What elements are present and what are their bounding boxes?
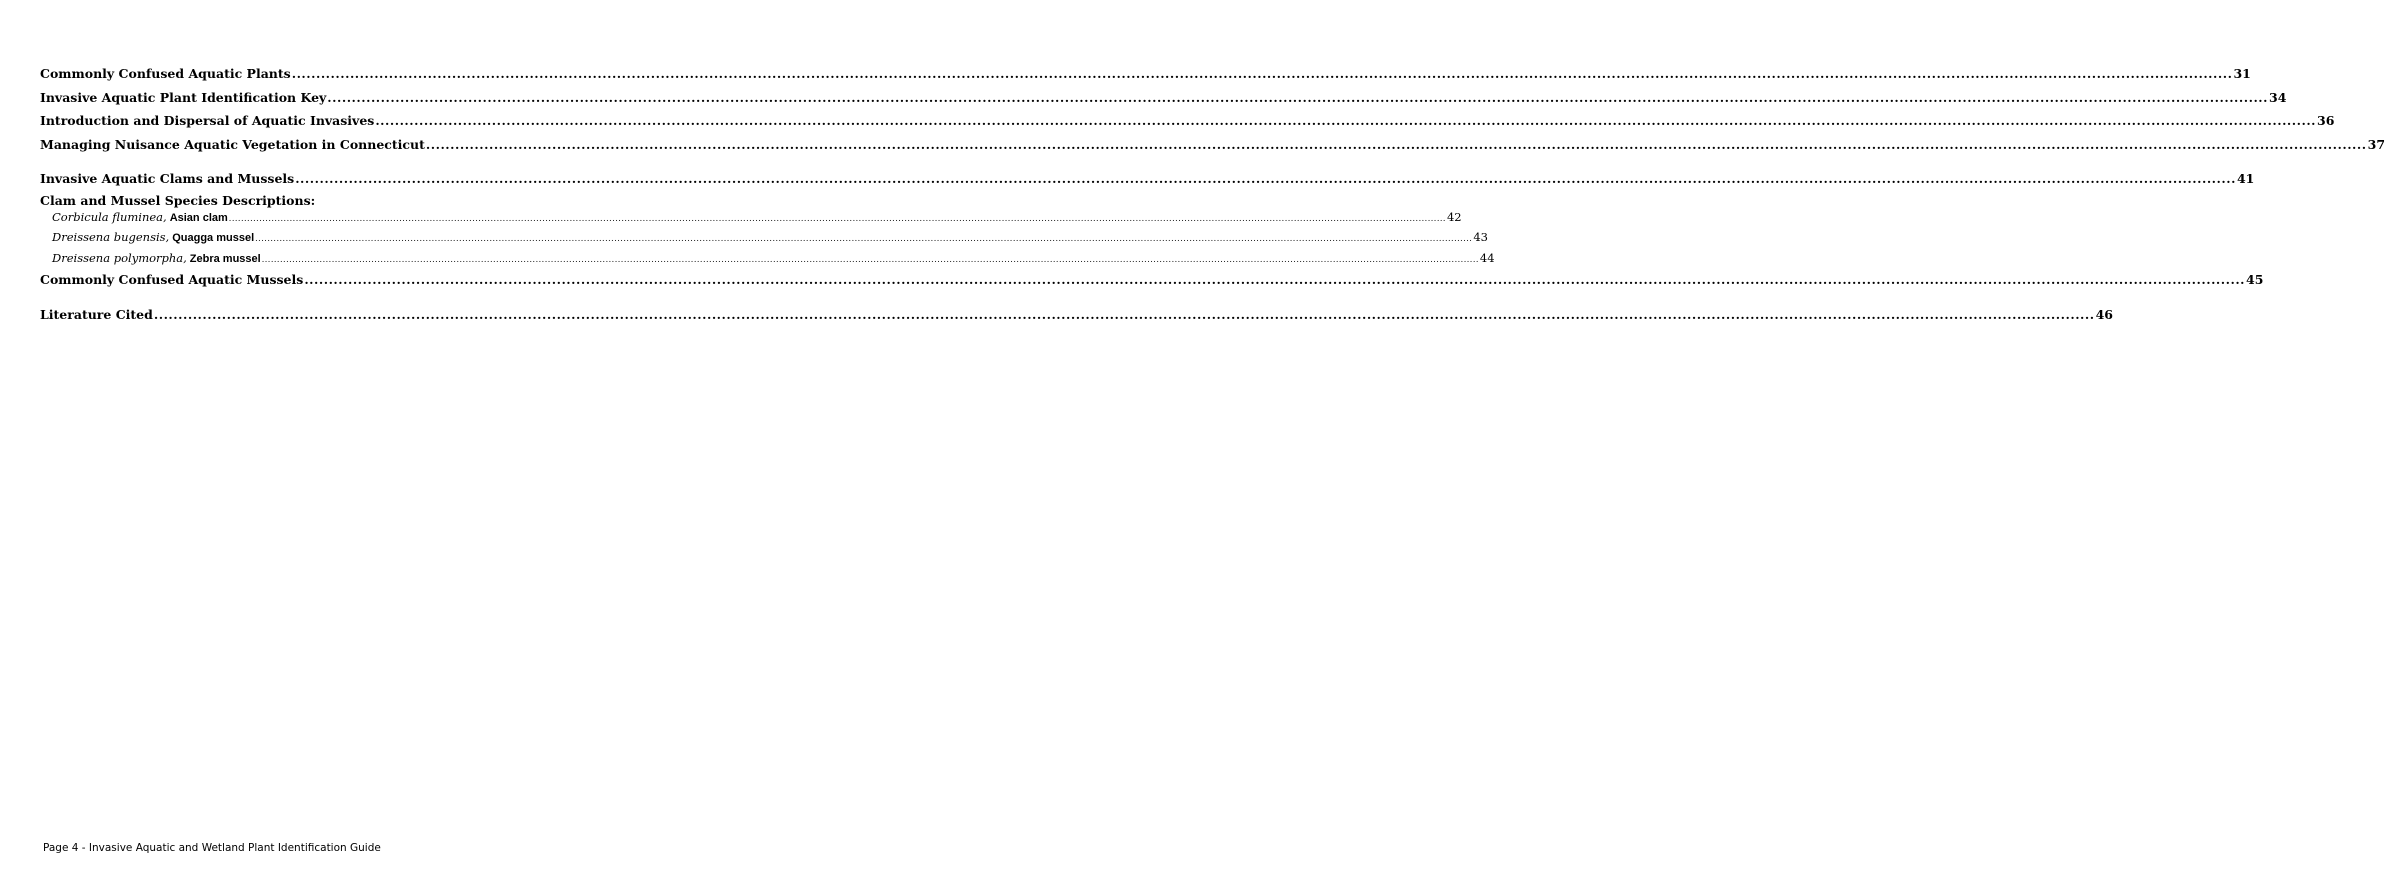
toc-entry-page: 37	[2367, 136, 2385, 152]
page-footer: Page 4 - Invasive Aquatic and Wetland Plant Identification Guide	[43, 842, 381, 854]
species-descriptions-heading: Clam and Mussel Species Descriptions:	[40, 192, 316, 208]
common-name: Asian clam	[169, 211, 228, 224]
dot-leader: ................................................................................................................................................................................................................................................................................................................................................................................................................	[153, 306, 2095, 322]
toc-entry-literature-cited[interactable]	[40, 305, 2114, 329]
toc-entry-page: 31	[2233, 66, 2251, 81]
toc-entry-title: Invasive Aquatic Plant Identification Key	[40, 89, 327, 105]
scientific-name: Corbicula fluminea,	[52, 209, 167, 224]
table-of-contents	[40, 64, 2385, 328]
dot-leader: ................................................................................................................................................................................................................................................................................................................................................................................................................	[255, 234, 1473, 243]
toc-entry-asian-clam[interactable]	[40, 209, 1462, 230]
toc-entry-page: 42	[1446, 209, 1462, 224]
dot-leader: ................................................................................................................................................................................................................................................................................................................................................................................................................	[261, 254, 1479, 264]
toc-entry-title: Commonly Confused Aquatic Mussels	[40, 272, 304, 287]
toc-entry-page: 36	[2317, 113, 2335, 128]
toc-entry-clams-mussels[interactable]	[40, 169, 2255, 193]
toc-entry-managing-nuisance[interactable]	[40, 135, 2385, 159]
dot-leader: ................................................................................................................................................................................................................................................................................................................................................................................................................	[304, 272, 2246, 287]
toc-entry-page: 34	[2269, 89, 2287, 105]
toc-entry-page: 44	[1479, 250, 1495, 265]
toc-entry-title: Literature Cited	[40, 306, 153, 322]
dot-leader: ................................................................................................................................................................................................................................................................................................................................................................................................................	[375, 113, 2317, 128]
toc-entry-title: Commonly Confused Aquatic Plants	[40, 66, 291, 81]
toc-entry-page: 46	[2095, 306, 2114, 322]
dot-leader: ................................................................................................................................................................................................................................................................................................................................................................................................................	[295, 171, 2236, 186]
section-gap	[40, 158, 618, 169]
toc-entry-quagga-mussel[interactable]	[40, 229, 1488, 250]
toc-entry-page: 41	[2236, 171, 2255, 186]
dot-leader: ................................................................................................................................................................................................................................................................................................................................................................................................................	[327, 89, 2269, 105]
dot-leader: ................................................................................................................................................................................................................................................................................................................................................................................................................	[425, 136, 2367, 152]
dot-leader: ................................................................................................................................................................................................................................................................................................................................................................................................................	[228, 213, 1446, 223]
toc-entry-title: Introduction and Dispersal of Aquatic Invasives	[40, 113, 375, 128]
common-name: Quagga mussel	[172, 232, 255, 244]
toc-entry-confused-mussels[interactable]	[40, 270, 2264, 294]
toc-entry-zebra-mussel[interactable]	[40, 250, 1495, 271]
toc-entry-title: Managing Nuisance Aquatic Vegetation in Connecticut	[40, 136, 425, 152]
section-gap	[40, 294, 618, 305]
scientific-name: Dreissena polymorpha,	[52, 250, 187, 265]
scientific-name: Dreissena bugensis,	[52, 230, 170, 244]
toc-entry-introduction-dispersal[interactable]	[40, 111, 2335, 135]
toc-entry-page: 43	[1473, 230, 1488, 244]
dot-leader: ................................................................................................................................................................................................................................................................................................................................................................................................................	[291, 66, 2233, 81]
common-name: Zebra mussel	[189, 252, 261, 265]
toc-entry-page: 45	[2246, 272, 2264, 287]
toc-entry-commonly-confused-plants[interactable]	[40, 64, 2251, 88]
toc-entry-title: Invasive Aquatic Clams and Mussels	[40, 171, 295, 186]
toc-entry-identification-key[interactable]	[40, 88, 2287, 112]
